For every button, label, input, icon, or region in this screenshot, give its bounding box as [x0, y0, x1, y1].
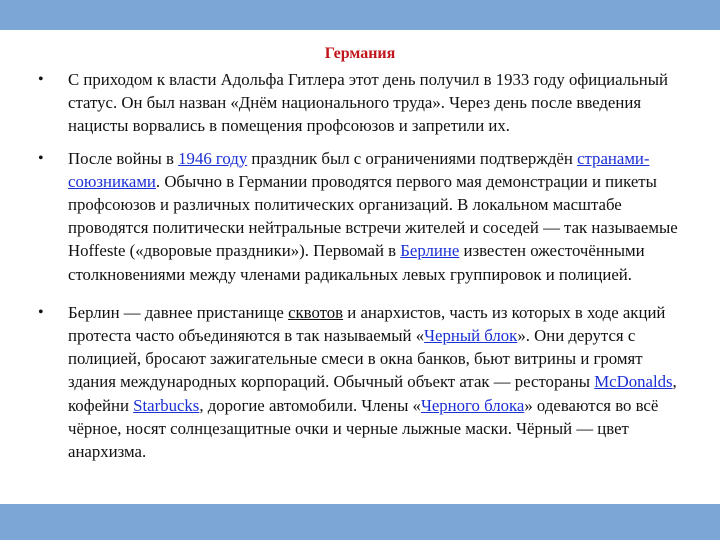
paragraph-3-text-6: » одеваются во всё чёрное, носят солнцезащитные очки и черные лыжные маски. Чёрный — цвет анархизма. — [68, 395, 659, 462]
paragraph-3-text-5: , дорогие автомобили. Члены « — [199, 395, 421, 415]
bullet-dot-icon: • — [38, 149, 44, 167]
link-squats[interactable]: сквотов — [288, 302, 344, 322]
link-black-bloc-2[interactable]: Черного блока — [420, 395, 525, 415]
paragraph-2-text-4: известен ожесточёнными столкновениями между членами радикальных левых группировок и полицией. — [68, 241, 645, 284]
bullet-dot-icon: • — [38, 71, 44, 88]
paragraph-2-text-1: После войны в — [68, 148, 179, 168]
link-starbucks[interactable]: Starbucks — [133, 395, 200, 415]
slide — [0, 30, 720, 504]
paragraph-1-text: С приходом к власти Адольфа Гитлера этот день получил в 1933 году официальный статус. Он был назван «Днём национального труда». Через день после введения нацисты ворвались в помещения профсоюзов и запретили их. — [68, 70, 669, 136]
link-black-bloc[interactable]: Черный блок — [424, 326, 518, 346]
bullet-item-3 — [38, 301, 678, 463]
bullet-item-2 — [38, 147, 678, 286]
paragraph-2-text-3: . Обычно в Германии проводятся первого мая демонстрации и пикеты профсоюзов и различных политических организаций. В локальном масштабе проводятся политически нейтральные встречи жителей и соседей — так называемые Hoffeste («дворовые праздники»). Первомай в — [68, 171, 678, 261]
link-allies[interactable]: странами-союзниками — [68, 148, 650, 191]
slide-title: Германия — [324, 45, 396, 62]
paragraph-2-text-2: праздник был с ограничениями подтверждён — [247, 148, 578, 168]
bullet-list — [38, 68, 678, 472]
paragraph-3-text-3: ». Они дерутся с полицией, бросают зажигательные смеси в окна банков, бьют витрины и громят здания международных корпораций. Обычный объект атак — рестораны — [68, 326, 643, 392]
paragraph-3-text-1: Берлин — давнее пристанище — [68, 302, 289, 322]
bullet-item-1 — [38, 68, 678, 138]
link-berlin[interactable]: Берлине — [400, 241, 460, 261]
link-1946[interactable]: 1946 году — [178, 148, 248, 168]
bullet-dot-icon: • — [38, 303, 44, 321]
link-mcdonalds[interactable]: McDonalds — [594, 372, 673, 392]
paragraph-3-text-4: , кофейни — [68, 372, 677, 415]
paragraph-3-text-2: и анархистов, часть из которых в ходе акций протеста часто объединяются в так называемый « — [68, 302, 666, 346]
